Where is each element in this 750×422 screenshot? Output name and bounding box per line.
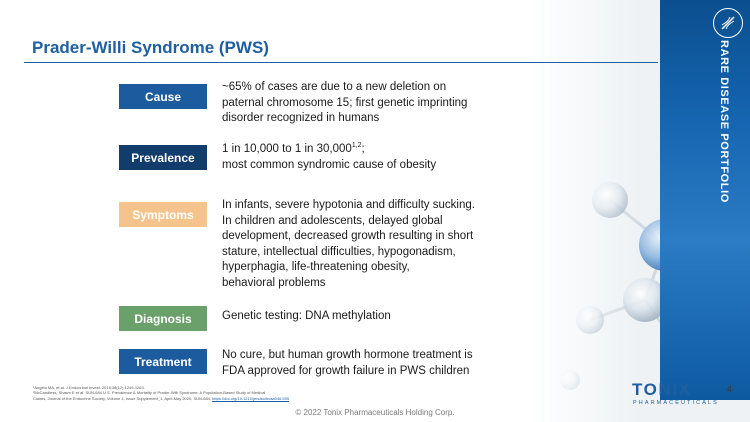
footnote-3 bbox=[33, 396, 463, 401]
footnote-1: ¹Angelo MA, et al. J Endocrinol Invest. 2015;38(12):1249-1263. bbox=[33, 385, 145, 390]
cause-label: Cause bbox=[119, 84, 207, 109]
prevalence-semicolon: ; bbox=[361, 143, 365, 155]
tonix-logo-icon: TONIX bbox=[632, 380, 692, 399]
symptoms-text bbox=[222, 198, 522, 291]
diagnosis-label: Diagnosis bbox=[119, 306, 207, 331]
symptoms-line-1: In infants, severe hypotonia and difficulty sucking. bbox=[222, 199, 475, 211]
dna-seal-icon bbox=[713, 8, 743, 38]
symptoms-line-4: stature, intellectual difficulties, hypogonadism, bbox=[222, 245, 456, 258]
treatment-label: Treatment bbox=[119, 349, 207, 374]
cause-line-2: paternal chromosome 15; first genetic imprinting bbox=[222, 96, 468, 109]
page-number: 4 bbox=[727, 384, 733, 394]
footnote-2: ²McCandless, Shawn E et al. SUN-684 U.S. Prevalence & Mortality of Prader-Willi Syndrome: A Population-Based Study of Medical bbox=[33, 390, 266, 396]
title-divider bbox=[24, 62, 658, 63]
prevalence-text bbox=[222, 142, 522, 173]
page-title: Prader-Willi Syndrome (PWS) bbox=[32, 38, 269, 57]
footnote-3-text: Claims, Journal of the Endocrine Society, Volume 4, Issue Supplement_1, April-May 2020, SUN-684, bbox=[33, 395, 212, 401]
prevalence-ratio: 1 in 10,000 to 1 in 30,000 bbox=[222, 143, 352, 155]
symptoms-line-3: development, decreased growth resulting in short bbox=[222, 230, 474, 242]
side-banner-text: RARE DISEASE PORTFOLIO bbox=[718, 40, 730, 203]
treatment-line-2: FDA approved for growth failure in PWS children bbox=[222, 364, 470, 377]
prevalence-label: Prevalence bbox=[119, 145, 207, 170]
symptoms-line-5: hyperphagia, life-threatening obesity, bbox=[222, 261, 410, 273]
diagnosis-line-1: Genetic testing: DNA methylation bbox=[222, 310, 391, 322]
cause-text bbox=[222, 80, 522, 127]
diagnosis-text bbox=[222, 309, 522, 325]
prevalence-citation: 1,2 bbox=[351, 142, 362, 150]
treatment-line-1: No cure, but human growth hormone treatment is bbox=[222, 349, 473, 361]
cause-line-3: disorder recognized in humans bbox=[222, 112, 380, 124]
footnote-doi-link[interactable]: https://doi.org/10.1210/jendso/bvaa046.595 bbox=[212, 395, 290, 401]
tonix-logo-subtitle: PHARMACEUTICALS bbox=[633, 400, 719, 406]
footnotes bbox=[33, 385, 463, 401]
prevalence-line-2: most common syndromic cause of obesity bbox=[222, 158, 437, 171]
symptoms-line-6: behavioral problems bbox=[222, 276, 326, 289]
prevalence-line-1 bbox=[222, 142, 522, 158]
copyright: © 2022 Tonix Pharmaceuticals Holding Corp. bbox=[295, 408, 455, 417]
symptoms-line-2: In children and adolescents, delayed global bbox=[222, 214, 443, 227]
symptoms-label: Symptoms bbox=[119, 202, 207, 227]
treatment-text bbox=[222, 348, 522, 379]
cause-line-1: ~65% of cases are due to a new deletion on bbox=[222, 81, 447, 93]
